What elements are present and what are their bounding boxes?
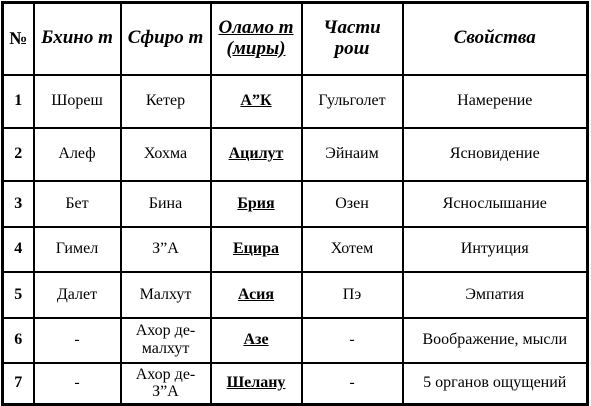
svoystvo-cell: Яснослышание xyxy=(403,181,588,227)
chast-cell: Гульголет xyxy=(302,75,403,128)
row-number: 4 xyxy=(3,227,34,272)
bhina-cell: Бет xyxy=(34,181,121,227)
olam-cell: Брия xyxy=(211,181,302,227)
svoystvo-cell: Эмпатия xyxy=(403,272,588,318)
chast-cell: Озен xyxy=(302,181,403,227)
svoystvo-cell: Воображение, мысли xyxy=(403,318,588,363)
chast-cell: - xyxy=(302,363,403,405)
sfira-cell: Малхут xyxy=(121,272,211,318)
sfira-cell: Хохма xyxy=(121,128,211,181)
header-olamot: Оламо т (миры) xyxy=(211,3,302,75)
svoystvo-cell: Интуиция xyxy=(403,227,588,272)
table-row xyxy=(3,272,588,318)
sfirot-table xyxy=(1,1,589,406)
row-number: 5 xyxy=(3,272,34,318)
row-number: 7 xyxy=(3,363,34,405)
header-number: № xyxy=(3,3,34,75)
svoystvo-cell: Ясновидение xyxy=(403,128,588,181)
sfira-cell: Ахор де-малхут xyxy=(121,318,211,363)
chast-cell: Хотем xyxy=(302,227,403,272)
olam-cell: А”К xyxy=(211,75,302,128)
sfira-cell: Бина xyxy=(121,181,211,227)
olam-cell: Азе xyxy=(211,318,302,363)
header-row xyxy=(3,3,588,75)
chast-cell: - xyxy=(302,318,403,363)
header-sfirot: Сфиро т xyxy=(121,3,211,75)
sfira-cell: З”А xyxy=(121,227,211,272)
bhina-cell: - xyxy=(34,318,121,363)
svoystvo-cell: Намерение xyxy=(403,75,588,128)
chast-cell: Пэ xyxy=(302,272,403,318)
olam-cell: Шелану xyxy=(211,363,302,405)
table-row xyxy=(3,318,588,363)
olam-cell: Ецира xyxy=(211,227,302,272)
row-number: 6 xyxy=(3,318,34,363)
bhina-cell: Далет xyxy=(34,272,121,318)
bhina-cell: - xyxy=(34,363,121,405)
sfira-cell: Ахор де-З”А xyxy=(121,363,211,405)
olam-cell: Асия xyxy=(211,272,302,318)
svoystvo-cell: 5 органов ощущений xyxy=(403,363,588,405)
chast-cell: Эйнаим xyxy=(302,128,403,181)
olam-cell: Ацилут xyxy=(211,128,302,181)
table-row xyxy=(3,75,588,128)
bhina-cell: Гимел xyxy=(34,227,121,272)
header-bhinot: Бхино т xyxy=(34,3,121,75)
row-number: 3 xyxy=(3,181,34,227)
bhina-cell: Шореш xyxy=(34,75,121,128)
table-row xyxy=(3,363,588,405)
row-number: 1 xyxy=(3,75,34,128)
table-row xyxy=(3,227,588,272)
row-number: 2 xyxy=(3,128,34,181)
table-row xyxy=(3,181,588,227)
table-row xyxy=(3,128,588,181)
bhina-cell: Алеф xyxy=(34,128,121,181)
header-svoystva: Свойства xyxy=(403,3,588,75)
sfira-cell: Кетер xyxy=(121,75,211,128)
header-chasti-rosh: Части рош xyxy=(302,3,403,75)
